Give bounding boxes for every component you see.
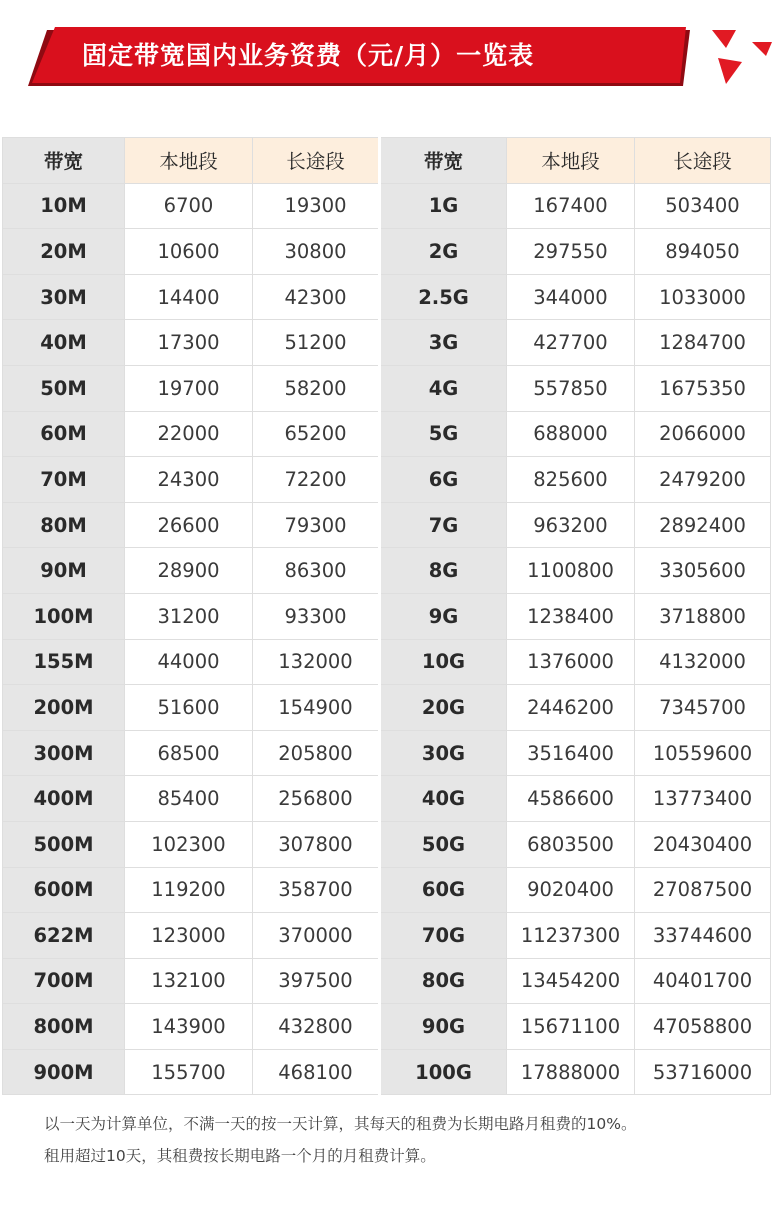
long-distance-price-cell: 132000 [253,639,380,685]
header-bandwidth: 带宽 [380,138,507,184]
long-distance-price-cell: 397500 [253,958,380,1004]
local-price-cell: 119200 [125,867,253,913]
long-distance-price-cell: 19300 [253,183,380,229]
local-price-cell: 22000 [125,411,253,457]
long-distance-price-cell: 10559600 [635,730,771,776]
header-local: 本地段 [125,138,253,184]
local-price-cell: 6700 [125,183,253,229]
bandwidth-cell: 155M [3,639,125,685]
bandwidth-cell: 622M [3,913,125,959]
table-row [3,1004,771,1050]
long-distance-price-cell: 468100 [253,1049,380,1095]
local-price-cell: 297550 [507,229,635,275]
bandwidth-cell: 100M [3,593,125,639]
bandwidth-cell: 80G [380,958,507,1004]
long-distance-price-cell: 53716000 [635,1049,771,1095]
table-row [3,548,771,594]
bandwidth-cell: 80M [3,502,125,548]
note-line: 租用超过10天，其租费按长期电路一个月的月租费计算。 [44,1147,436,1165]
table-row [3,502,771,548]
bandwidth-cell: 800M [3,1004,125,1050]
local-price-cell: 1376000 [507,639,635,685]
long-distance-price-cell: 307800 [253,821,380,867]
table-row [3,639,771,685]
long-distance-price-cell: 358700 [253,867,380,913]
local-price-cell: 344000 [507,274,635,320]
local-price-cell: 31200 [125,593,253,639]
local-price-cell: 132100 [125,958,253,1004]
long-distance-price-cell: 51200 [253,320,380,366]
bandwidth-cell: 900M [3,1049,125,1095]
table-row [3,229,771,275]
local-price-cell: 24300 [125,457,253,503]
long-distance-price-cell: 3718800 [635,593,771,639]
bandwidth-cell: 6G [380,457,507,503]
bandwidth-cell: 70M [3,457,125,503]
long-distance-price-cell: 432800 [253,1004,380,1050]
bandwidth-cell: 1G [380,183,507,229]
table-row [3,913,771,959]
local-price-cell: 68500 [125,730,253,776]
bandwidth-cell: 10M [3,183,125,229]
bandwidth-cell: 40G [380,776,507,822]
bandwidth-cell: 500M [3,821,125,867]
header-long-distance: 长途段 [635,138,771,184]
bandwidth-cell: 8G [380,548,507,594]
triangle-shape-top-left [712,30,736,48]
bandwidth-cell: 100G [380,1049,507,1095]
triangle-shape-top-right [752,42,772,56]
table-row [3,274,771,320]
long-distance-price-cell: 154900 [253,685,380,731]
bandwidth-cell: 9G [380,593,507,639]
local-price-cell: 13454200 [507,958,635,1004]
long-distance-price-cell: 72200 [253,457,380,503]
bandwidth-cell: 20M [3,229,125,275]
long-distance-price-cell: 30800 [253,229,380,275]
table-row [3,685,771,731]
triangle-decoration-icon [706,28,772,88]
local-price-cell: 123000 [125,913,253,959]
table-row [3,821,771,867]
table-row [3,593,771,639]
long-distance-price-cell: 79300 [253,502,380,548]
notes [44,1108,744,1172]
tariff-table [2,137,771,1095]
local-price-cell: 4586600 [507,776,635,822]
long-distance-price-cell: 27087500 [635,867,771,913]
local-price-cell: 1238400 [507,593,635,639]
long-distance-price-cell: 3305600 [635,548,771,594]
long-distance-price-cell: 58200 [253,365,380,411]
long-distance-price-cell: 86300 [253,548,380,594]
table-header-row [3,138,771,184]
long-distance-price-cell: 40401700 [635,958,771,1004]
long-distance-price-cell: 2479200 [635,457,771,503]
long-distance-price-cell: 256800 [253,776,380,822]
long-distance-price-cell: 370000 [253,913,380,959]
bandwidth-cell: 20G [380,685,507,731]
bandwidth-cell: 30M [3,274,125,320]
long-distance-price-cell: 20430400 [635,821,771,867]
local-price-cell: 10600 [125,229,253,275]
bandwidth-cell: 600M [3,867,125,913]
local-price-cell: 155700 [125,1049,253,1095]
long-distance-price-cell: 1675350 [635,365,771,411]
long-distance-price-cell: 33744600 [635,913,771,959]
bandwidth-cell: 10G [380,639,507,685]
local-price-cell: 17888000 [507,1049,635,1095]
table-row [3,958,771,1004]
bandwidth-cell: 4G [380,365,507,411]
long-distance-price-cell: 47058800 [635,1004,771,1050]
note-line: 以一天为计算单位，不满一天的按一天计算，其每天的租费为长期电路月租费的10%。 [44,1115,637,1133]
header-long-distance: 长途段 [253,138,380,184]
local-price-cell: 17300 [125,320,253,366]
local-price-cell: 15671100 [507,1004,635,1050]
bandwidth-cell: 60G [380,867,507,913]
long-distance-price-cell: 42300 [253,274,380,320]
bandwidth-cell: 70G [380,913,507,959]
local-price-cell: 557850 [507,365,635,411]
local-price-cell: 28900 [125,548,253,594]
local-price-cell: 167400 [507,183,635,229]
header-bandwidth: 带宽 [3,138,125,184]
long-distance-price-cell: 503400 [635,183,771,229]
local-price-cell: 9020400 [507,867,635,913]
triangle-shape-bottom [718,58,742,84]
local-price-cell: 14400 [125,274,253,320]
local-price-cell: 143900 [125,1004,253,1050]
local-price-cell: 427700 [507,320,635,366]
bandwidth-cell: 700M [3,958,125,1004]
long-distance-price-cell: 1033000 [635,274,771,320]
long-distance-price-cell: 13773400 [635,776,771,822]
bandwidth-cell: 90M [3,548,125,594]
bandwidth-cell: 2G [380,229,507,275]
local-price-cell: 44000 [125,639,253,685]
long-distance-price-cell: 4132000 [635,639,771,685]
bandwidth-cell: 300M [3,730,125,776]
title-banner [0,0,772,100]
local-price-cell: 26600 [125,502,253,548]
bandwidth-cell: 90G [380,1004,507,1050]
bandwidth-cell: 60M [3,411,125,457]
local-price-cell: 2446200 [507,685,635,731]
long-distance-price-cell: 1284700 [635,320,771,366]
table-row [3,365,771,411]
local-price-cell: 51600 [125,685,253,731]
local-price-cell: 102300 [125,821,253,867]
long-distance-price-cell: 65200 [253,411,380,457]
bandwidth-cell: 50G [380,821,507,867]
table-row [3,1049,771,1095]
bandwidth-cell: 40M [3,320,125,366]
table-row [3,730,771,776]
bandwidth-cell: 400M [3,776,125,822]
table-row [3,320,771,366]
long-distance-price-cell: 7345700 [635,685,771,731]
local-price-cell: 1100800 [507,548,635,594]
table-row [3,183,771,229]
bandwidth-cell: 200M [3,685,125,731]
bandwidth-cell: 5G [380,411,507,457]
local-price-cell: 6803500 [507,821,635,867]
table-row [3,457,771,503]
header-local: 本地段 [507,138,635,184]
long-distance-price-cell: 2892400 [635,502,771,548]
table-row [3,867,771,913]
local-price-cell: 85400 [125,776,253,822]
bandwidth-cell: 30G [380,730,507,776]
long-distance-price-cell: 93300 [253,593,380,639]
page-title: 固定带宽国内业务资费（元/月）一览表 [82,41,535,70]
local-price-cell: 825600 [507,457,635,503]
bandwidth-cell: 7G [380,502,507,548]
local-price-cell: 963200 [507,502,635,548]
bandwidth-cell: 2.5G [380,274,507,320]
local-price-cell: 11237300 [507,913,635,959]
long-distance-price-cell: 205800 [253,730,380,776]
local-price-cell: 3516400 [507,730,635,776]
long-distance-price-cell: 894050 [635,229,771,275]
local-price-cell: 19700 [125,365,253,411]
table-row [3,776,771,822]
bandwidth-cell: 50M [3,365,125,411]
long-distance-price-cell: 2066000 [635,411,771,457]
bandwidth-cell: 3G [380,320,507,366]
local-price-cell: 688000 [507,411,635,457]
table-row [3,411,771,457]
